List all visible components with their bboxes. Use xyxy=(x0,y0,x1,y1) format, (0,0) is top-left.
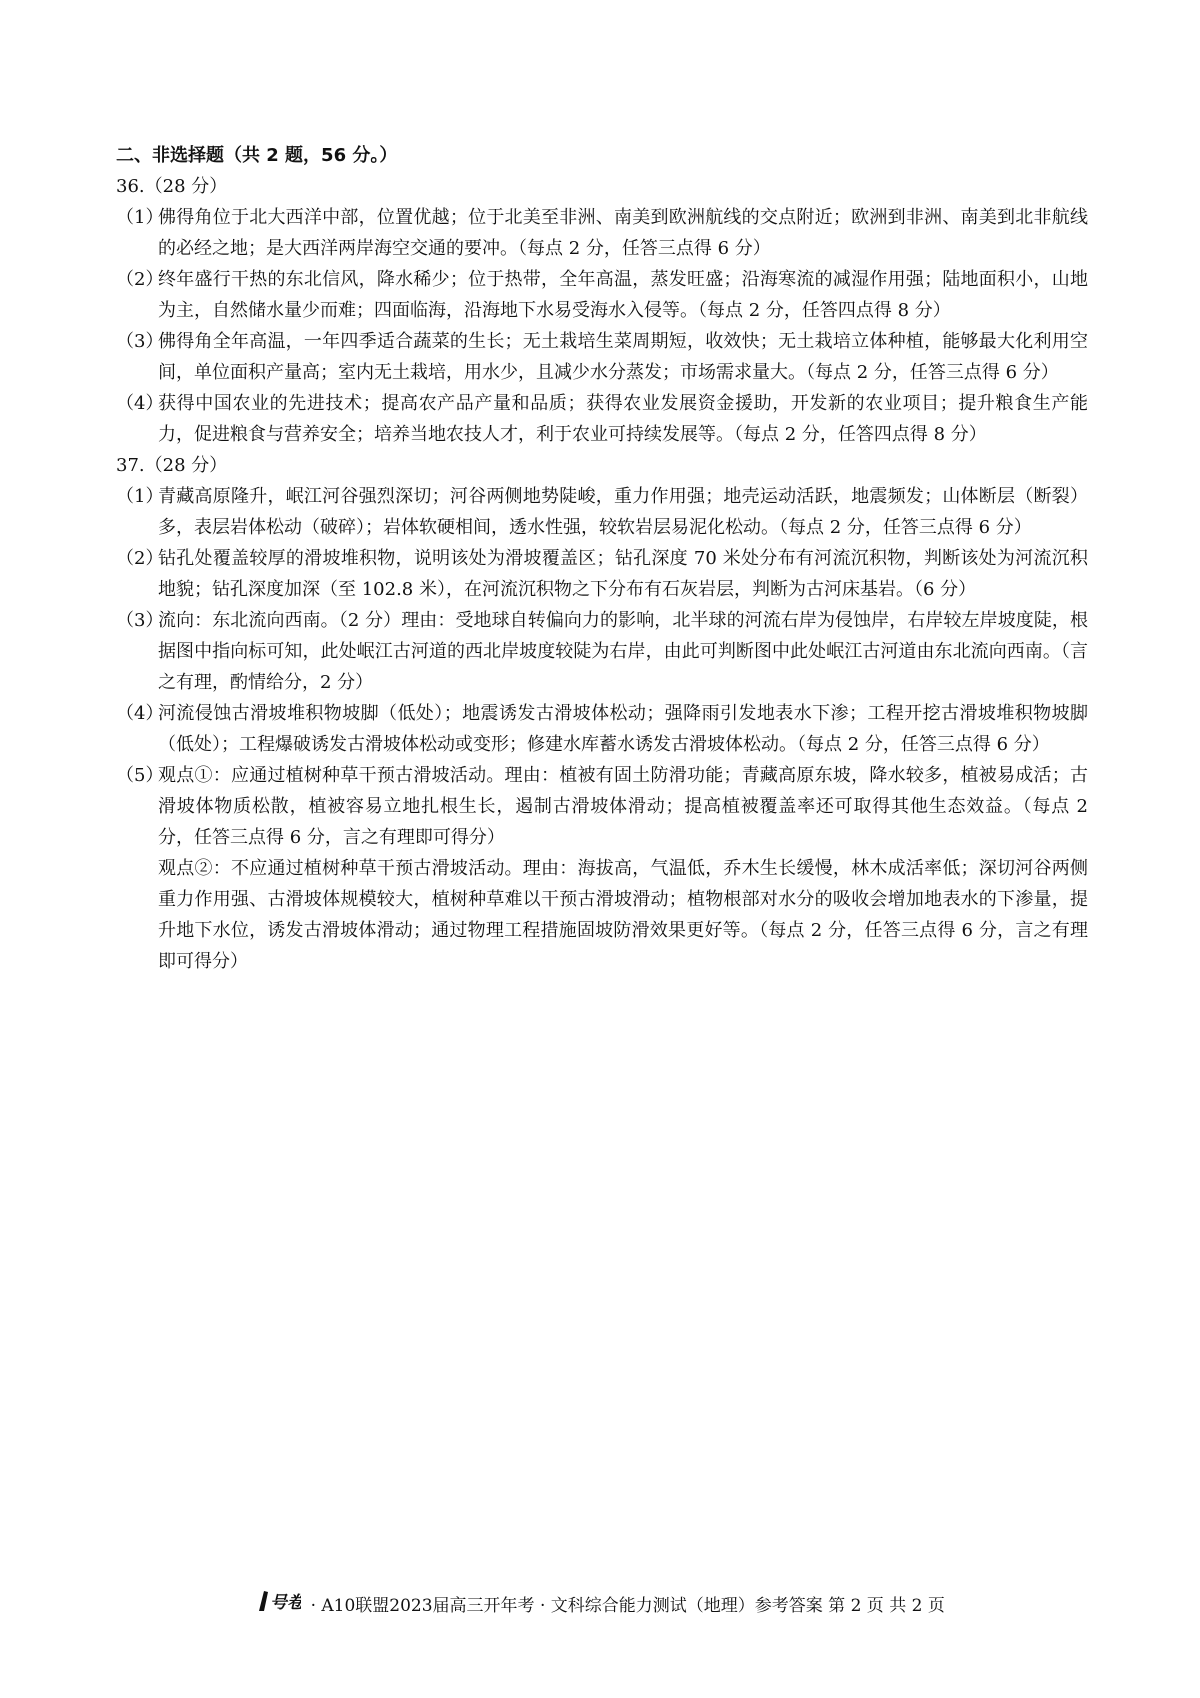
item-text: 青藏高原隆升，岷江河谷强烈深切；河谷两侧地势陡峻，重力作用强；地壳运动活跃，地震频发；山体断层（断裂）多，表层岩体松动（破碎）；岩体软硬相间，透水性强，较软岩层易泥化松动。（每点 2 分，任答三点得 6 分） xyxy=(158,486,1088,538)
item-text: 钻孔处覆盖较厚的滑坡堆积物，说明该处为滑坡覆盖区；钻孔深度 70 米处分布有河流沉积物，判断该处为河流沉积地貌；钻孔深度加深（至 102.8 米），在河流沉积物之下分布有石灰岩层，判断为古河床基岩。（6 分） xyxy=(158,548,1088,600)
brand-logo-icon xyxy=(255,1589,301,1618)
question-37-heading: 37.（28 分） xyxy=(116,455,228,476)
svg-text:号卷: 号卷 xyxy=(270,1593,302,1613)
q37-item-2 xyxy=(116,543,1088,605)
item-number: （5） xyxy=(116,765,164,786)
q37-item-4 xyxy=(116,698,1088,760)
item-number: （1） xyxy=(116,486,164,507)
item-text: 河流侵蚀古滑坡堆积物坡脚（低处）；地震诱发古滑坡体松动；强降雨引发地表水下渗；工程开挖古滑坡堆积物坡脚（低处）；工程爆破诱发古滑坡体松动或变形；修建水库蓄水诱发古滑坡体松动。（每点 2 分，任答三点得 6 分） xyxy=(158,703,1088,755)
item-number: （1） xyxy=(116,207,164,228)
item-text: 观点①：应通过植树种草干预古滑坡活动。理由：植被有固土防滑功能；青藏高原东坡，降水较多，植被易成活；古滑坡体物质松散，植被容易立地扎根生长，遏制古滑坡体滑动；提高植被覆盖率还可取得其他生态效益。（每点 2 分，任答三点得 6 分，言之有理即可得分） xyxy=(158,765,1088,848)
answer-content xyxy=(116,140,1088,977)
page-footer xyxy=(0,1589,1200,1618)
footer-text: · A10联盟2023届高三开年考 · 文科综合能力测试（地理）参考答案 第 2 页 共 2 页 xyxy=(310,1596,945,1616)
q36-item-3 xyxy=(116,326,1088,388)
item-text: 终年盛行干热的东北信风，降水稀少；位于热带，全年高温，蒸发旺盛；沿海寒流的减湿作用强；陆地面积小，山地为主，自然储水量少而难；四面临海，沿海地下水易受海水入侵等。（每点 2 分，任答四点得 8 分） xyxy=(158,269,1088,321)
q37-item-3 xyxy=(116,605,1088,698)
q37-item-5 xyxy=(116,760,1088,977)
item-text: 获得中国农业的先进技术；提高农产品产量和品质；获得农业发展资金援助，开发新的农业项目；提升粮食生产能力，促进粮食与营养安全；培养当地农技人才，利于农业可持续发展等。（每点 2 分，任答四点得 8 分） xyxy=(158,393,1088,445)
item-number: （2） xyxy=(116,548,164,569)
q36-item-1 xyxy=(116,202,1088,264)
item-text: 佛得角位于北大西洋中部，位置优越；位于北美至非洲、南美到欧洲航线的交点附近；欧洲到非洲、南美到北非航线的必经之地；是大西洋两岸海空交通的要冲。（每点 2 分，任答三点得 6 分） xyxy=(158,207,1088,259)
q37-item-1 xyxy=(116,481,1088,543)
item-number: （4） xyxy=(116,703,164,724)
question-36-heading: 36.（28 分） xyxy=(116,176,228,197)
item-number: （3） xyxy=(116,610,164,631)
item-number: （4） xyxy=(116,393,164,414)
item-text: 佛得角全年高温，一年四季适合蔬菜的生长；无土栽培生菜周期短，收效快；无土栽培立体种植，能够最大化利用空间，单位面积产量高；室内无土栽培，用水少，且减少水分蒸发；市场需求量大。（每点 2 分，任答三点得 6 分） xyxy=(158,331,1088,383)
q36-item-2 xyxy=(116,264,1088,326)
item-number: （3） xyxy=(116,331,164,352)
item-text: 流向：东北流向西南。（2 分）理由：受地球自转偏向力的影响，北半球的河流右岸为侵蚀岸，右岸较左岸坡度陡，根据图中指向标可知，此处岷江古河道的西北岸坡度较陡为右岸，由此可判断图中此处岷江古河道由东北流向西南。（言之有理，酌情给分，2 分） xyxy=(158,610,1088,693)
item-number: （2） xyxy=(116,269,164,290)
section-title: 二、非选择题（共 2 题，56 分。） xyxy=(116,145,398,166)
item-text-viewpoint-2: 观点②：不应通过植树种草干预古滑坡活动。理由：海拔高，气温低，乔木生长缓慢，林木成活率低；深切河谷两侧重力作用强、古滑坡体规模较大，植树种草难以干预古滑坡滑动；植物根部对水分的吸收会增加地表水的下渗量，提升地下水位，诱发古滑坡体滑动；通过物理工程措施固坡防滑效果更好等。（每点 2 分，任答三点得 6 分，言之有理即可得分） xyxy=(158,858,1088,972)
q36-item-4 xyxy=(116,388,1088,450)
